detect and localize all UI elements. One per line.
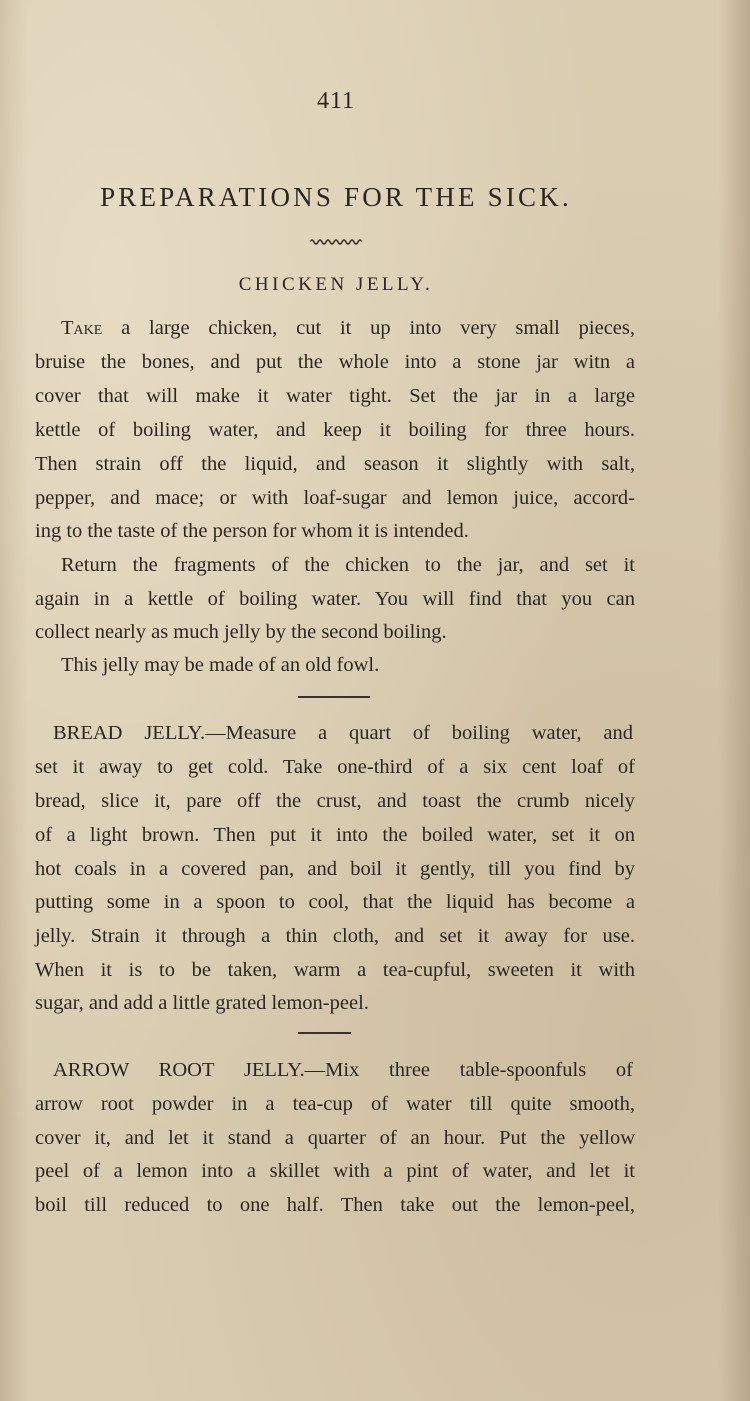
text-line: pepper, and mace; or with loaf-sugar and lemon juice, accord- bbox=[35, 487, 635, 509]
lead-word: Take bbox=[61, 317, 103, 339]
text-line: kettle of boiling water, and keep it boiling for three hours. bbox=[35, 419, 635, 441]
text-line: hot coals in a covered pan, and boil it gently, till you find by bbox=[35, 858, 635, 880]
text-line: cover that will make it water tight. Set the jar in a large bbox=[35, 385, 635, 407]
text-line: set it away to get cold. Take one-third of a six cent loaf of bbox=[35, 756, 635, 778]
text-line: Return the fragments of the chicken to the jar, and set it bbox=[61, 554, 635, 576]
text-line: putting some in a spoon to cool, that the liquid has become a bbox=[35, 891, 635, 913]
text-line: BREAD JELLY.—Measure a quart of boiling water, and bbox=[53, 722, 633, 744]
text-line: boil till reduced to one half. Then take out the lemon-peel, bbox=[35, 1194, 635, 1216]
text-line: ARROW ROOT JELLY.—Mix three table-spoonfuls of bbox=[53, 1059, 633, 1081]
text-line: When it is to be taken, warm a tea-cupful, sweeten it with bbox=[35, 959, 635, 981]
text-line: again in a kettle of boiling water. You will find that you can bbox=[35, 588, 635, 610]
text-line: ing to the taste of the person for whom it is intended. bbox=[35, 520, 469, 542]
text-line: arrow root powder in a tea-cup of water till quite smooth, bbox=[35, 1093, 635, 1115]
wavy-ornament-rule bbox=[310, 238, 362, 246]
text-line: Then strain off the liquid, and season it slightly with salt, bbox=[35, 453, 635, 475]
text-line: Take a large chicken, cut it up into very small pieces, bbox=[61, 317, 635, 339]
section-divider bbox=[298, 1032, 351, 1034]
text-line: sugar, and add a little grated lemon-peel. bbox=[35, 992, 369, 1014]
text-line: jelly. Strain it through a thin cloth, and set it away for use. bbox=[35, 925, 635, 947]
text-line: bruise the bones, and put the whole into a stone jar witn a bbox=[35, 351, 635, 373]
section-divider bbox=[298, 696, 370, 698]
text-line: bread, slice it, pare off the crust, and toast the crumb nicely bbox=[35, 790, 635, 812]
text-line: This jelly may be made of an old fowl. bbox=[61, 654, 380, 676]
text-line: peel of a lemon into a skillet with a pint of water, and let it bbox=[35, 1160, 635, 1182]
page-number: 411 bbox=[316, 88, 356, 114]
text-line: of a light brown. Then put it into the boiled water, set it on bbox=[35, 824, 635, 846]
text-line: cover it, and let it stand a quarter of an hour. Put the yellow bbox=[35, 1127, 635, 1149]
text-line: collect nearly as much jelly by the second boiling. bbox=[35, 621, 447, 643]
section-heading-chicken-jelly: CHICKEN JELLY. bbox=[238, 274, 434, 295]
chapter-title: PREPARATIONS FOR THE SICK. bbox=[100, 182, 572, 212]
